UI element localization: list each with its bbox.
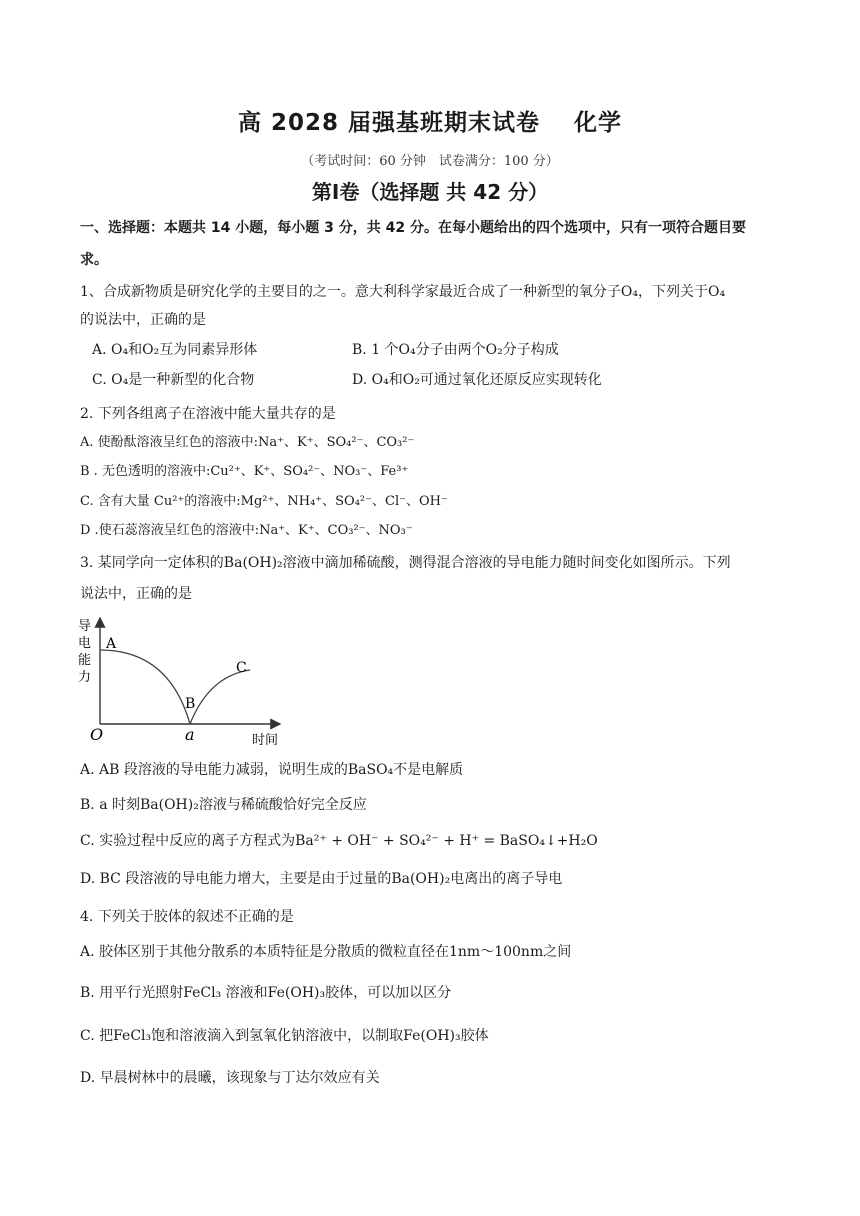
q4-option-b: B. 用平行光照射FeCl₃ 溶液和Fe(OH)₃胶体，可以加以区分: [80, 985, 452, 1001]
q2-stem: 2. 下列各组离子在溶液中能大量共存的是: [80, 406, 336, 422]
y-axis-label-1: 导: [78, 619, 92, 634]
q3-stem-1: 3. 某同学向一定体积的Ba(OH)₂溶液中滴加稀硫酸，测得混合溶液的导电能力随时间变化如图所示。下列: [80, 555, 731, 571]
exam-title-text: 高 2028 届强基班期末试卷: [237, 110, 541, 136]
q3-stem-2: 说法中，正确的是: [80, 586, 192, 602]
curve-bc: [190, 670, 250, 724]
origin-label: O: [90, 725, 104, 744]
y-axis-label-2: 电: [78, 636, 92, 651]
point-label-c: C: [236, 660, 247, 676]
q1-option-b: B. 1 个O₄分子由两个O₂分子构成: [352, 342, 559, 358]
q4-option-c: C. 把FeCl₃饱和溶液滴入到氢氧化钠溶液中，以制取Fe(OH)₃胶体: [80, 1028, 489, 1044]
subject-text: 化学: [574, 110, 623, 136]
q3-option-b: B. a 时刻Ba(OH)₂溶液与稀硫酸恰好完全反应: [80, 797, 367, 813]
q1-option-d: D. O₄和O₂可通过氧化还原反应实现转化: [352, 372, 602, 388]
instructions-line-2: 求。: [80, 252, 108, 268]
curve-ab: [100, 650, 190, 724]
q1-option-a: A. O₄和O₂互为同素异形体: [92, 342, 258, 358]
q3-option-c: C. 实验过程中反应的离子方程式为Ba²⁺ + OH⁻ + SO₄²⁻ + H⁺ = BaSO₄↓+H₂O: [80, 833, 598, 849]
q1-option-c: C. O₄是一种新型的化合物: [92, 372, 255, 388]
q3-option-a: A. AB 段溶液的导电能力减弱，说明生成的BaSO₄不是电解质: [80, 762, 464, 778]
q3-option-d: D. BC 段溶液的导电能力增大，主要是由于过量的Ba(OH)₂电离出的离子导电: [80, 871, 563, 887]
q2-option-b: B . 无色透明的溶液中:Cu²⁺、K⁺、SO₄²⁻、NO₃⁻、Fe³⁺: [80, 464, 409, 479]
x-axis-label: 时间: [252, 733, 279, 748]
q1-stem-1: 1、合成新物质是研究化学的主要目的之一。意大利科学家最近合成了一种新型的氧分子O₄，下列关于O₄: [80, 284, 726, 300]
point-label-b: B: [185, 696, 196, 712]
q1-stem-2: 的说法中，正确的是: [80, 312, 206, 328]
y-axis-label-4: 力: [78, 670, 92, 685]
q2-option-d: D .使石蕊溶液呈红色的溶液中:Na⁺、K⁺、CO₃²⁻、NO₃⁻: [80, 523, 413, 538]
exam-info: （考试时间：60 分钟 试卷满分：100 分）: [301, 154, 559, 169]
x-tick-label: a: [185, 725, 195, 744]
q2-option-c: C. 含有大量 Cu²⁺的溶液中:Mg²⁺、NH₄⁺、SO₄²⁻、Cl⁻、OH⁻: [80, 494, 448, 509]
instructions-line-1: 一、选择题：本题共 14 小题，每小题 3 分，共 42 分。在每小题给出的四个选项中，只有一项符合题目要: [80, 220, 746, 236]
point-label-a: A: [106, 636, 117, 652]
q4-stem: 4. 下列关于胶体的叙述不正确的是: [80, 909, 294, 925]
q2-option-a: A. 使酚酞溶液呈红色的溶液中:Na⁺、K⁺、SO₄²⁻、CO₃²⁻: [80, 435, 415, 450]
conductivity-chart: [74, 612, 294, 752]
section-heading: 第Ⅰ卷（选择题 共 42 分）: [311, 180, 549, 204]
q4-option-d: D. 早晨树林中的晨曦，该现象与丁达尔效应有关: [80, 1070, 380, 1086]
q4-option-a: A. 胶体区别于其他分散系的本质特征是分散质的微粒直径在1nm～100nm之间: [80, 944, 572, 960]
y-axis-label-3: 能: [78, 653, 92, 668]
exam-title: [0, 104, 860, 137]
